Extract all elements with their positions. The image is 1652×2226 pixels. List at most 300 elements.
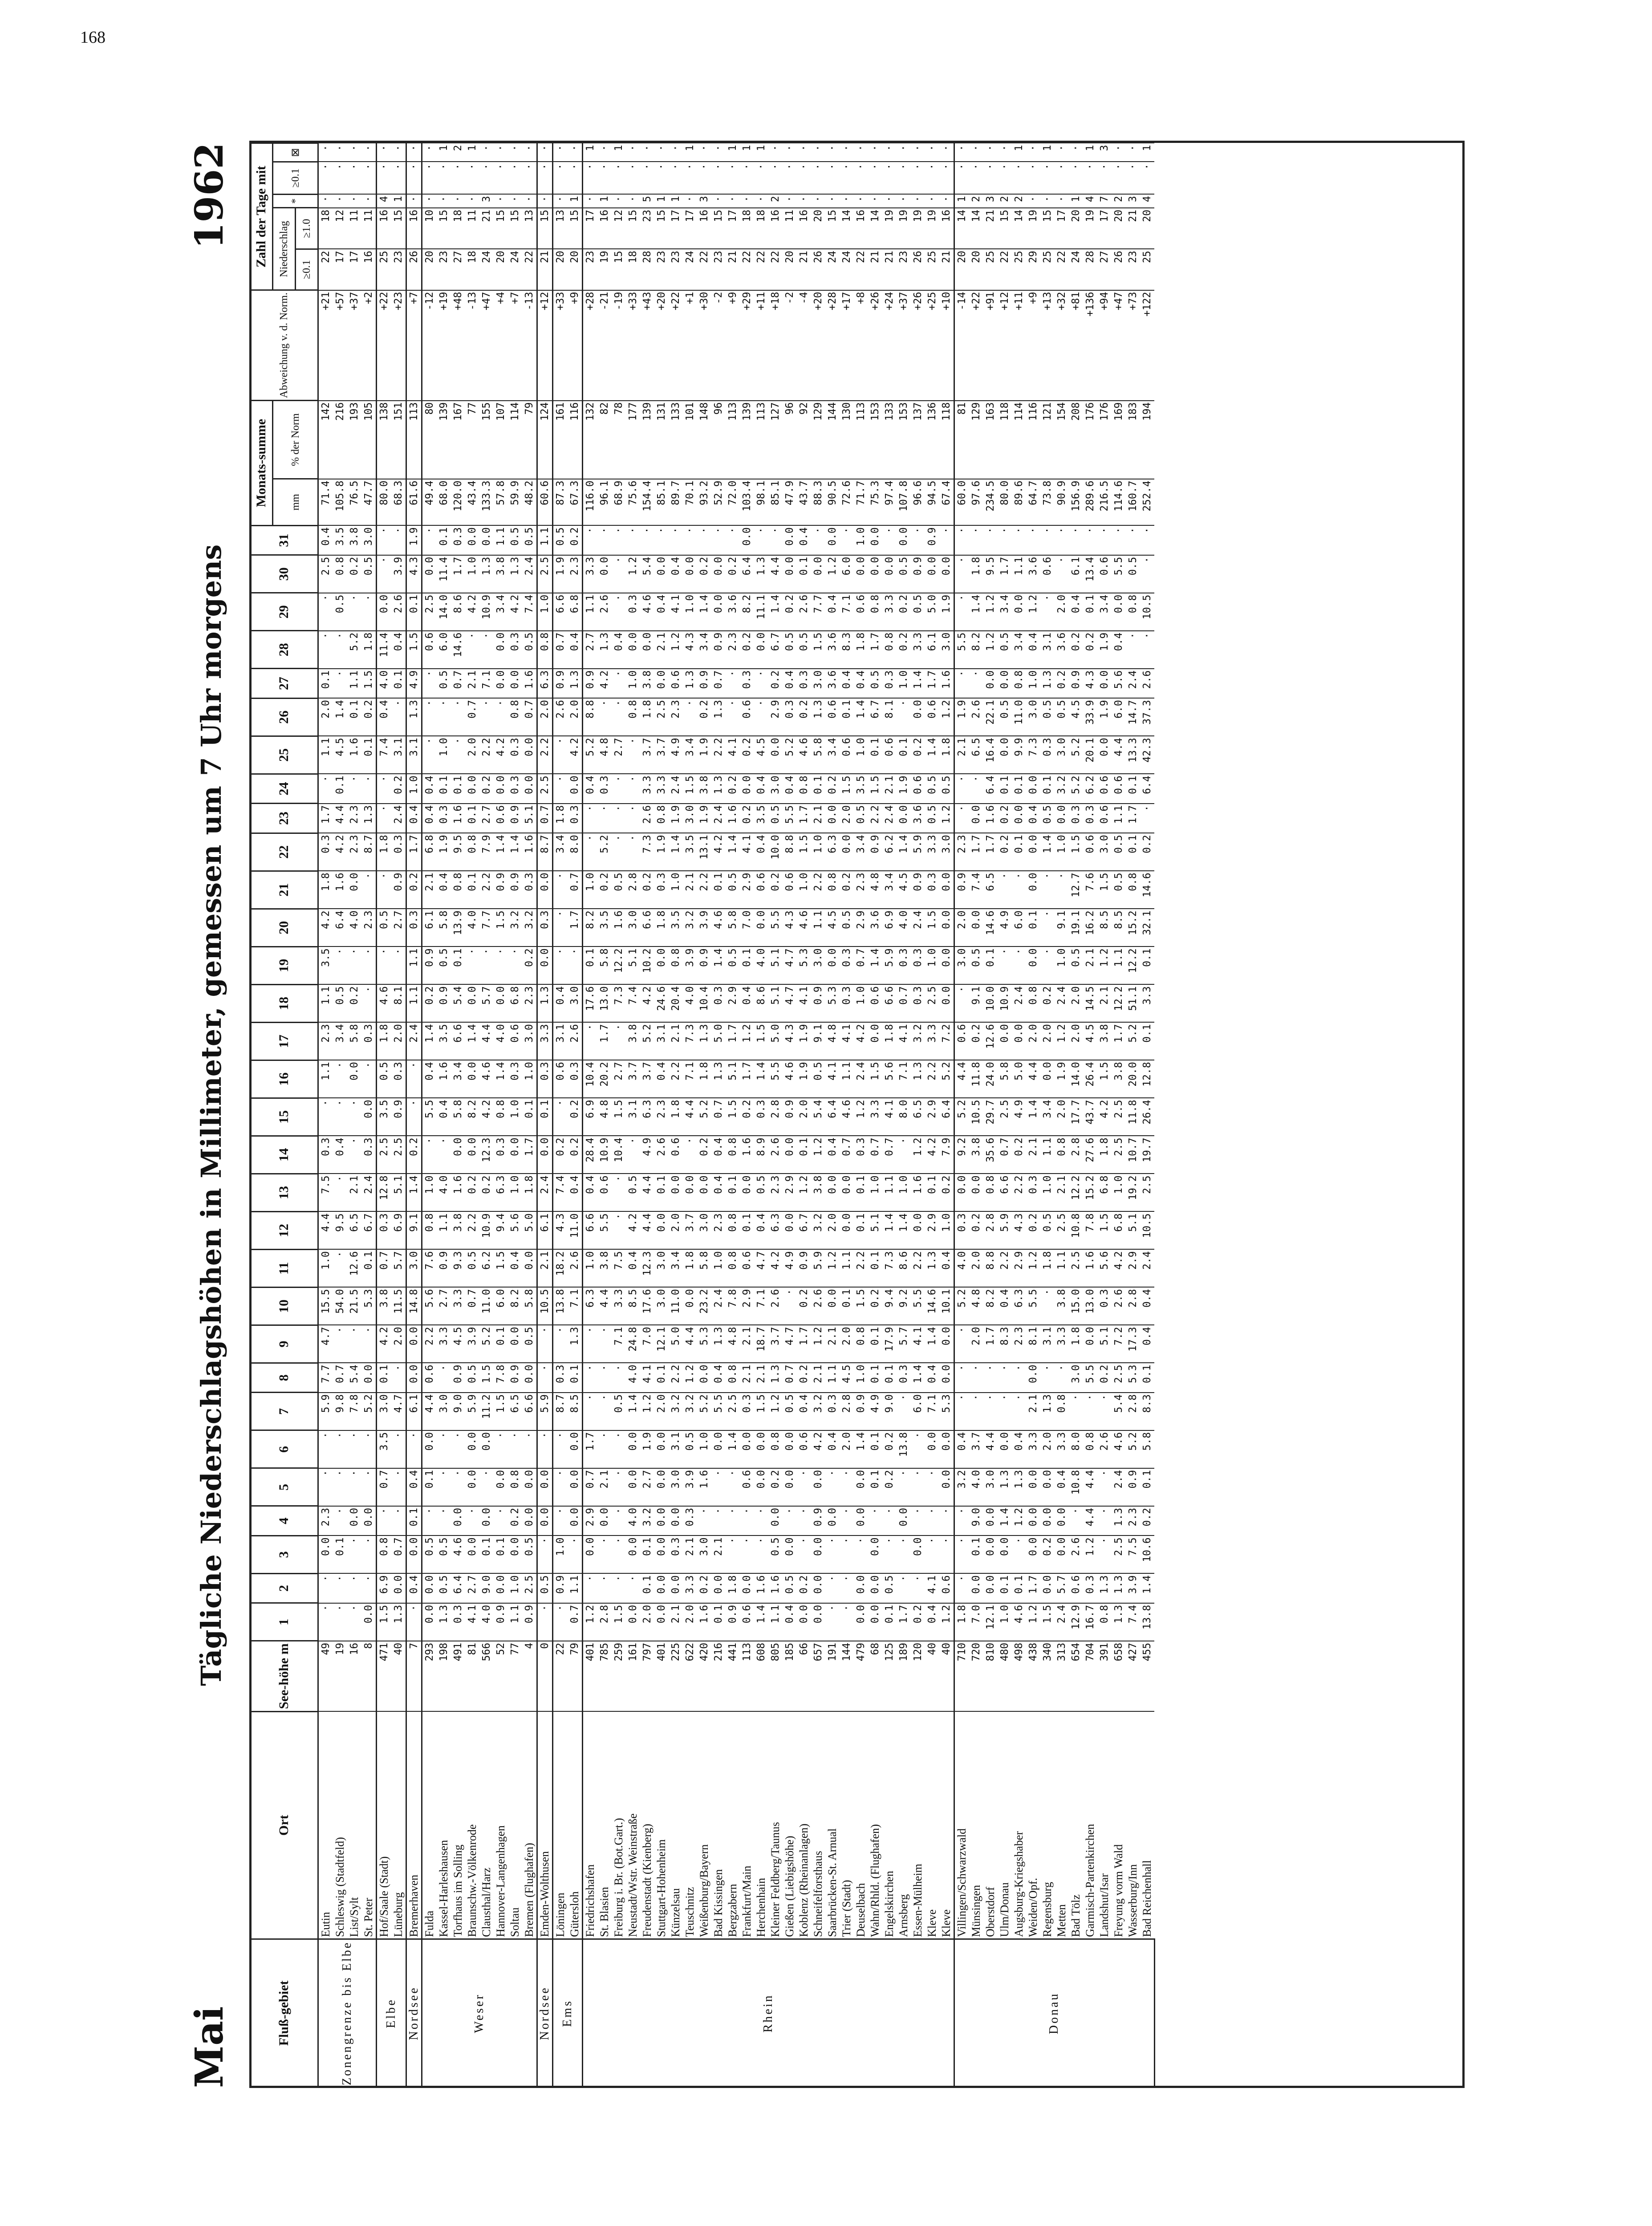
day-value-cell: 1.8 [377, 833, 392, 871]
day-value-cell: 2.6 [640, 804, 654, 833]
day-value-cell: · [612, 1363, 626, 1392]
monthly-mm-cell: 43.4 [465, 479, 479, 526]
day-value-cell: 4.4 [422, 1393, 437, 1430]
days-ge10-cell: 16 [768, 208, 783, 249]
hail-days-cell: · [998, 162, 1012, 195]
day-value-cell: 0.0 [422, 555, 437, 593]
day-value-cell: 0.0 [939, 555, 954, 593]
table-row [998, 143, 1012, 2088]
day-value-cell: 0.0 [479, 1506, 494, 1535]
day-value-cell: 5.5 [768, 909, 783, 946]
day-value-cell: · [422, 525, 437, 555]
day-value-cell: · [553, 736, 568, 774]
day-value-cell: · [391, 1506, 406, 1535]
day-value-cell: 11.0 [568, 1211, 583, 1249]
day-value-cell: 5.2 [479, 1325, 494, 1363]
day-value-cell: 1.3 [1112, 1573, 1126, 1603]
day-header: 9 [250, 1325, 318, 1363]
day-value-cell: 14.6 [983, 909, 998, 946]
day-value-cell: 9.8 [333, 1393, 347, 1430]
day-value-cell: 0.3 [740, 669, 754, 698]
day-value-cell: 0.4 [797, 1393, 811, 1430]
day-value-cell: 6.2 [1083, 774, 1097, 803]
days-ge10-cell: 10 [422, 208, 437, 249]
day-value-cell: 0.5 [465, 1249, 479, 1287]
day-value-cell: 0.1 [998, 774, 1012, 803]
day-value-cell: 0.0 [969, 1174, 983, 1211]
day-value-cell: 11.4 [437, 555, 451, 593]
monthly-mm-cell: 48.2 [522, 479, 537, 526]
hail-days-cell: · [537, 162, 553, 195]
day-value-cell: 4.6 [377, 984, 392, 1022]
day-value-cell: 2.2 [868, 804, 882, 833]
day-value-cell: 8.5 [626, 1287, 640, 1325]
day-value-cell: 6.0 [494, 1287, 508, 1325]
hail-days-cell: · [1040, 162, 1055, 195]
days-ge10-cell: 14 [840, 208, 854, 249]
day-value-cell: 4.0 [954, 1249, 970, 1287]
elevation-cell: 658 [1112, 1641, 1126, 1711]
day-value-cell: 7.9 [479, 833, 494, 871]
day-value-cell: 0.1 [868, 1249, 882, 1287]
day-value-cell: 2.6 [391, 593, 406, 631]
day-value-cell: · [465, 946, 479, 984]
day-value-cell: · [583, 1393, 598, 1430]
day-value-cell: 7.0 [740, 909, 754, 946]
elevation-cell: 479 [854, 1641, 868, 1711]
snow-days-cell: 2 [998, 194, 1012, 208]
day-value-cell: · [318, 1603, 333, 1641]
day-value-cell: · [840, 1603, 854, 1641]
place-cell: Hannover-Langenhagen [494, 1711, 508, 1939]
day-value-cell: · [998, 525, 1012, 555]
day-value-cell: 4.8 [825, 1022, 840, 1060]
day-value-cell: 0.9 [391, 871, 406, 909]
elevation-cell: 40 [391, 1641, 406, 1711]
snow-days-cell: · [882, 194, 897, 208]
day-value-cell: 1.1 [537, 525, 553, 555]
day-value-cell: 2.3 [318, 1022, 333, 1060]
day-value-cell: 0.0 [568, 1468, 583, 1506]
day-value-cell: 1.5 [683, 774, 697, 803]
days-ge01-cell: 26 [406, 249, 422, 290]
day-value-cell: 4.6 [840, 1098, 854, 1136]
day-value-cell: 3.8 [597, 1249, 612, 1287]
table-row [939, 143, 954, 2088]
day-header: 22 [250, 833, 318, 871]
day-value-cell: · [494, 698, 508, 736]
day-value-cell: 3.4 [998, 593, 1012, 631]
day-value-cell: 1.7 [583, 1430, 598, 1468]
snow-days-cell: 3 [479, 194, 494, 208]
day-value-cell: 1.3 [1097, 1573, 1112, 1603]
day-value-cell: 1.0 [897, 1174, 911, 1211]
day-value-cell: 1.4 [726, 1430, 740, 1468]
day-value-cell: · [318, 1430, 333, 1468]
day-value-cell: 1.1 [583, 593, 598, 631]
day-value-cell: · [969, 669, 983, 698]
hail-days-cell: · [494, 162, 508, 195]
day-value-cell: 0.7 [583, 1468, 598, 1506]
day-value-cell: 1.2 [740, 1022, 754, 1060]
deviation-cell: +28 [583, 290, 598, 401]
place-cell: Engelskirchen [882, 1711, 897, 1939]
thunder-days-cell: · [1126, 143, 1140, 162]
day-value-cell: 2.1 [954, 736, 970, 774]
place-cell: Bad Reichenhall [1140, 1711, 1154, 1939]
day-value-cell: 1.0 [537, 593, 553, 631]
days-ge01-cell: 25 [1140, 249, 1154, 290]
day-value-cell: 0.2 [726, 555, 740, 593]
day-value-cell: 12.1 [983, 1603, 998, 1641]
table-row [683, 143, 697, 2088]
day-value-cell: 2.5 [925, 984, 939, 1022]
day-value-cell: 0.6 [882, 736, 897, 774]
day-value-cell: 8.3 [1140, 1393, 1154, 1430]
day-value-cell: 0.6 [1112, 774, 1126, 803]
day-value-cell: 6.3 [825, 833, 840, 871]
day-value-cell: 0.0 [697, 1174, 711, 1211]
day-value-cell: 8.1 [882, 698, 897, 736]
pct-norm-cell: 176 [1097, 401, 1112, 479]
deviation-cell: +32 [1055, 290, 1069, 401]
day-value-cell: 1.3 [391, 1603, 406, 1641]
day-value-cell: 1.6 [983, 804, 998, 833]
day-value-cell: 3.8 [377, 1287, 392, 1325]
day-value-cell: 1.1 [508, 1603, 522, 1641]
day-value-cell: 3.0 [654, 1287, 669, 1325]
day-value-cell: 2.8 [626, 871, 640, 909]
day-value-cell: 3.5 [597, 909, 612, 946]
table-row [669, 143, 683, 2088]
day-value-cell: 4.2 [597, 669, 612, 698]
pct-norm-cell: 142 [318, 401, 333, 479]
day-value-cell: 0.4 [391, 631, 406, 669]
table-row [568, 143, 583, 2088]
day-value-cell: 2.1 [422, 871, 437, 909]
table-row [983, 143, 998, 2088]
day-value-cell: 3.2 [640, 1506, 654, 1535]
day-value-cell: 1.5 [868, 1060, 882, 1098]
day-value-cell: 17.6 [583, 984, 598, 1022]
deviation-cell: +29 [740, 290, 754, 401]
day-value-cell: 4.2 [377, 1325, 392, 1363]
day-value-cell: · [537, 1430, 553, 1468]
place-cell: Clausthal/Harz [479, 1711, 494, 1939]
day-value-cell: 2.1 [754, 1363, 768, 1392]
day-value-cell: 0.5 [1112, 871, 1126, 909]
day-value-cell: 1.8 [854, 631, 868, 669]
day-value-cell: 1.0 [437, 736, 451, 774]
day-value-cell: 1.3 [1012, 1468, 1026, 1506]
hail-days-cell: · [465, 162, 479, 195]
day-value-cell: 0.2 [508, 1506, 522, 1535]
day-value-cell: 0.3 [361, 1136, 377, 1174]
day-value-cell: 2.8 [1126, 1287, 1140, 1325]
day-value-cell: 1.4 [465, 1022, 479, 1060]
day-value-cell: 2.2 [911, 1249, 925, 1287]
day-value-cell: 0.0 [537, 1468, 553, 1506]
day-value-cell: 6.6 [522, 1393, 537, 1430]
day-value-cell: 0.5 [783, 1393, 797, 1430]
day-value-cell: 0.2 [1026, 1211, 1040, 1249]
day-value-cell: 21.5 [347, 1287, 361, 1325]
table-row [783, 143, 797, 2088]
day-value-cell: · [333, 1603, 347, 1641]
day-value-cell: 9.9 [1012, 736, 1026, 774]
day-value-cell: 3.8 [1055, 1287, 1069, 1325]
elevation-cell: 40 [925, 1641, 939, 1711]
day-value-cell: 0.6 [840, 736, 854, 774]
day-value-cell: 0.3 [597, 774, 612, 803]
elevation-cell: 68 [868, 1641, 882, 1711]
day-value-cell: 2.3 [1012, 1325, 1026, 1363]
day-value-cell: 15.2 [1126, 909, 1140, 946]
day-value-cell: 3.0 [939, 631, 954, 669]
pct-norm-cell: 133 [669, 401, 683, 479]
days-ge10-cell: 15 [654, 208, 669, 249]
deviation-cell: +57 [333, 290, 347, 401]
days-ge01-cell: 26 [1112, 249, 1126, 290]
deviation-cell: -19 [612, 290, 626, 401]
day-value-cell: 3.5 [683, 833, 697, 871]
day-value-cell: · [797, 1535, 811, 1573]
day-value-cell: 0.7 [377, 1468, 392, 1506]
day-value-cell: 5.4 [640, 555, 654, 593]
day-value-cell: 2.4 [1012, 984, 1026, 1022]
day-value-cell: · [754, 525, 768, 555]
day-value-cell: 0.7 [711, 1098, 726, 1136]
day-value-cell: 10.0 [768, 833, 783, 871]
table-row [1140, 143, 1154, 2088]
day-value-cell: · [683, 698, 697, 736]
hail-days-cell: · [711, 162, 726, 195]
day-value-cell: · [939, 525, 954, 555]
day-value-cell: 10.5 [537, 1287, 553, 1325]
day-value-cell: 5.0 [925, 593, 939, 631]
thunder-days-cell: 1 [754, 143, 768, 162]
day-value-cell: 9.0 [451, 1393, 465, 1430]
day-value-cell: 0.2 [911, 736, 925, 774]
hail-days-cell: · [333, 162, 347, 195]
snow-days-cell: 4 [377, 194, 392, 208]
day-value-cell: · [754, 1506, 768, 1535]
elevation-cell: 225 [669, 1641, 683, 1711]
day-value-cell: · [612, 774, 626, 803]
day-value-cell: 0.0 [697, 1363, 711, 1392]
day-value-cell: 51.1 [1126, 984, 1140, 1022]
day-value-cell: 0.2 [797, 698, 811, 736]
deviation-cell: -2 [783, 290, 797, 401]
elevation-cell: 259 [612, 1641, 626, 1711]
place-cell: Kassel-Harleshausen [437, 1711, 451, 1939]
day-value-cell: · [391, 1468, 406, 1506]
day-value-cell: 0.2 [1069, 631, 1083, 669]
table-row [451, 143, 465, 2088]
day-value-cell: 1.5 [361, 669, 377, 698]
day-value-cell: 0.0 [654, 1535, 669, 1573]
elevation-cell: 313 [1055, 1641, 1069, 1711]
day-value-cell: · [911, 1468, 925, 1506]
day-value-cell: 14.0 [437, 593, 451, 631]
day-value-cell: 2.1 [597, 1468, 612, 1506]
thunder-days-cell: 3 [1097, 143, 1112, 162]
day-value-cell: 1.2 [811, 1136, 825, 1174]
elevation-cell: 654 [1069, 1641, 1083, 1711]
place-cell: Essen-Mülheim [911, 1711, 925, 1939]
day-value-cell: 0.0 [669, 1506, 683, 1535]
day-value-cell: 0.0 [347, 1506, 361, 1535]
pct-norm-cell: 121 [1040, 401, 1055, 479]
monthly-mm-cell: 47.9 [783, 479, 797, 526]
day-value-cell: 0.5 [783, 631, 797, 669]
day-value-cell: 0.4 [925, 1603, 939, 1641]
day-value-cell: 0.0 [939, 1430, 954, 1468]
day-value-cell: 4.4 [333, 804, 347, 833]
deviation-cell: +73 [1126, 290, 1140, 401]
days-ge01-cell: 21 [537, 249, 553, 290]
day-value-cell: 1.4 [508, 833, 522, 871]
snow-days-cell: · [508, 194, 522, 208]
hail-days-cell: · [553, 162, 568, 195]
elevation-cell: 622 [683, 1641, 697, 1711]
day-value-cell: 5.1 [768, 984, 783, 1022]
day-value-cell: 5.1 [1097, 1325, 1112, 1363]
monthly-mm-cell: 68.0 [437, 479, 451, 526]
day-value-cell: 1.1 [318, 984, 333, 1022]
place-cell: Villingen/Schwarzwald [954, 1711, 970, 1939]
day-value-cell: 3.3 [925, 833, 939, 871]
day-value-cell: 0.0 [939, 1325, 954, 1363]
place-cell: Löningen [553, 1711, 568, 1939]
monthly-mm-cell: 71.4 [318, 479, 333, 526]
day-value-cell: 0.0 [998, 1535, 1012, 1573]
day-value-cell: 0.0 [626, 1603, 640, 1641]
day-value-cell: 0.0 [998, 736, 1012, 774]
day-header: 4 [250, 1506, 318, 1535]
day-value-cell: 0.2 [797, 1287, 811, 1325]
day-value-cell: · [333, 1174, 347, 1211]
day-value-cell: 0.4 [583, 774, 598, 803]
elevation-cell: 498 [1012, 1641, 1026, 1711]
day-value-cell: 14.6 [925, 1287, 939, 1325]
day-value-cell: 0.1 [797, 555, 811, 593]
day-value-cell: 2.2 [854, 1249, 868, 1287]
day-value-cell: 4.9 [669, 736, 683, 774]
day-value-cell: 0.3 [740, 1393, 754, 1430]
day-value-cell: 0.4 [654, 593, 669, 631]
pct-norm-cell: 113 [754, 401, 768, 479]
day-value-cell: 1.3 [597, 631, 612, 669]
monthly-mm-cell: 72.0 [726, 479, 740, 526]
day-value-cell: 4.9 [640, 1136, 654, 1174]
day-value-cell: 0.7 [897, 984, 911, 1022]
day-value-cell: 7.7 [479, 909, 494, 946]
day-value-cell: 0.8 [669, 946, 683, 984]
day-value-cell: · [897, 698, 911, 736]
hail-days-cell: · [825, 162, 840, 195]
day-value-cell: 0.0 [522, 774, 537, 803]
day-value-cell: 0.2 [969, 1211, 983, 1249]
days-ge01-cell: 25 [1040, 249, 1055, 290]
day-value-cell: 1.8 [954, 1603, 970, 1641]
snow-days-cell: · [683, 194, 697, 208]
snow-days-cell: 2 [1012, 194, 1026, 208]
day-value-cell: 11.5 [391, 1287, 406, 1325]
days-ge10-cell: 15 [494, 208, 508, 249]
day-value-cell: 0.0 [654, 669, 669, 698]
day-value-cell: · [333, 631, 347, 669]
days-ge10-cell: 16 [597, 208, 612, 249]
day-value-cell: 0.0 [494, 1573, 508, 1603]
day-value-cell: 0.0 [868, 1603, 882, 1641]
day-value-cell: 6.8 [1097, 1174, 1112, 1211]
day-value-cell: 1.8 [361, 631, 377, 669]
days-ge01-cell: 25 [983, 249, 998, 290]
day-value-cell: 5.7 [1055, 1573, 1069, 1603]
day-value-cell: 2.9 [768, 698, 783, 736]
place-cell: Stuttgart-Hohenheim [654, 1711, 669, 1939]
day-value-cell: 2.2 [422, 1325, 437, 1363]
precipitation-table [249, 142, 1155, 2088]
day-value-cell: 8.0 [1069, 1430, 1083, 1468]
day-value-cell: 10.0 [983, 984, 998, 1022]
days-ge01-cell: 21 [882, 249, 897, 290]
day-value-cell: 5.1 [768, 946, 783, 984]
day-value-cell: 0.0 [654, 1468, 669, 1506]
snow-days-cell: 3 [697, 194, 711, 208]
table-row [854, 143, 868, 2088]
day-value-cell: · [347, 1136, 361, 1174]
day-value-cell: · [840, 525, 854, 555]
day-header: 2 [250, 1573, 318, 1603]
days-ge10-cell: 17 [1055, 208, 1069, 249]
day-value-cell: · [897, 1136, 911, 1174]
month-label: Mai [187, 2006, 232, 2088]
day-header: 14 [250, 1136, 318, 1174]
day-value-cell: 2.0 [954, 909, 970, 946]
days-ge10-cell: 19 [1083, 208, 1097, 249]
day-value-cell: 2.6 [597, 593, 612, 631]
days-ge01-cell: 23 [391, 249, 406, 290]
place-cell: Freyung vorm Wald [1112, 1711, 1126, 1939]
day-value-cell: 1.5 [754, 1393, 768, 1430]
day-value-cell: 4.1 [726, 736, 740, 774]
day-value-cell: 0.0 [1040, 1573, 1055, 1603]
day-value-cell: 0.2 [882, 1468, 897, 1506]
day-value-cell: 4.4 [318, 1211, 333, 1249]
day-value-cell: 0.1 [391, 669, 406, 698]
day-value-cell: 0.0 [537, 946, 553, 984]
day-value-cell: 11.8 [1126, 1098, 1140, 1136]
day-value-cell: · [1069, 525, 1083, 555]
day-value-cell: · [925, 1535, 939, 1573]
days-ge01-cell: 16 [361, 249, 377, 290]
day-value-cell: 4.8 [868, 871, 882, 909]
day-value-cell: 0.2 [1012, 1136, 1026, 1174]
day-value-cell: 4.6 [783, 1060, 797, 1098]
day-value-cell: 0.3 [754, 1098, 768, 1136]
day-value-cell: 10.4 [583, 1060, 598, 1098]
snow-days-cell: · [583, 194, 598, 208]
table-body [318, 143, 1155, 2088]
day-value-cell: 3.8 [640, 669, 654, 698]
elevation-cell: 0 [537, 1641, 553, 1711]
day-value-cell: · [437, 1363, 451, 1392]
day-value-cell: · [479, 698, 494, 736]
day-value-cell: 0.8 [1083, 1430, 1097, 1468]
day-value-cell: 4.6 [1112, 1430, 1126, 1468]
